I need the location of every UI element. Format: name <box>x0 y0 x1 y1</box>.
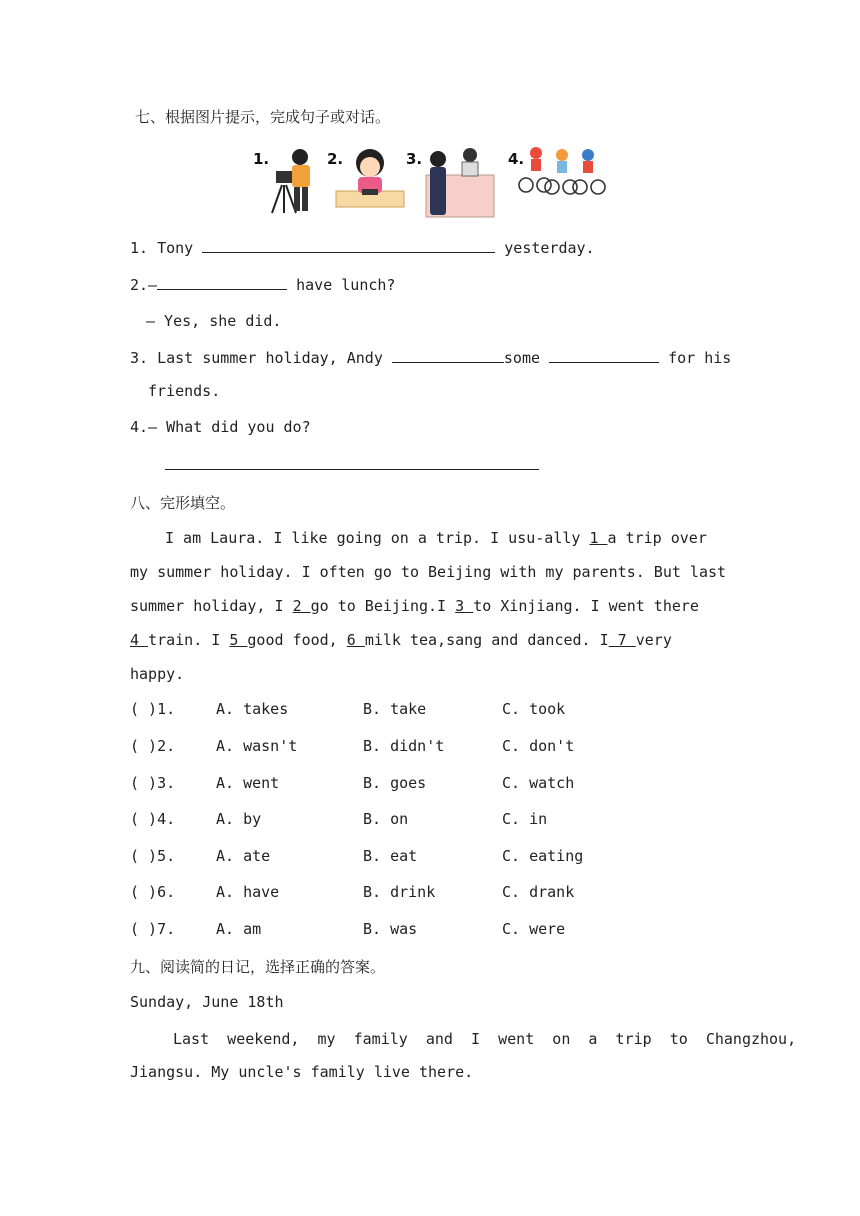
passage-line: my summer holiday. I often go to Beijing with my parents. But last <box>130 563 727 581</box>
cloze-blank[interactable]: 7 <box>608 631 636 649</box>
answer-line[interactable] <box>165 469 539 470</box>
picture-number: 2. <box>327 150 344 168</box>
option-c[interactable]: C. took <box>502 700 566 718</box>
cloze-blank[interactable]: 6 <box>346 631 365 649</box>
question-2-start: 2.— <box>130 276 158 294</box>
answer-paren[interactable]: ( )2. <box>130 737 176 755</box>
picture-number: 3. <box>406 150 423 168</box>
question-4: 4.— What did you do? <box>130 418 311 436</box>
passage-line: happy. <box>130 665 185 683</box>
answer-paren[interactable]: ( )4. <box>130 810 176 828</box>
diary-paragraph: Jiangsu. My uncle's family live there. <box>130 1063 474 1081</box>
option-c[interactable]: C. were <box>502 920 566 938</box>
option-a[interactable]: A. by <box>216 810 262 828</box>
cloze-blank[interactable]: 4 <box>130 631 149 649</box>
answer-paren[interactable]: ( )5. <box>130 847 176 865</box>
question-2-end: have lunch? <box>296 276 396 294</box>
cloze-blank[interactable]: 2 <box>292 597 311 615</box>
option-b[interactable]: B. didn't <box>363 737 445 755</box>
option-b[interactable]: B. goes <box>363 774 427 792</box>
question-3 <box>130 348 731 367</box>
option-a[interactable]: A. wasn't <box>216 737 298 755</box>
option-b[interactable]: B. eat <box>363 847 418 865</box>
option-c[interactable]: C. in <box>502 810 548 828</box>
question-3-end: for his <box>668 349 732 367</box>
diary-paragraph: Last weekend, my family and I went on a trip to Changzhou, <box>173 1030 797 1048</box>
option-c[interactable]: C. drank <box>502 883 575 901</box>
answer-blank[interactable] <box>549 348 659 363</box>
passage-line: 4 train. I 5 good food, 6 milk tea,sang and danced. I 7 very <box>130 631 672 649</box>
question-1-start: 1. Tony <box>130 239 194 257</box>
camera-person-icon <box>262 145 322 215</box>
option-a[interactable]: A. went <box>216 774 280 792</box>
answer-blank[interactable] <box>202 238 495 253</box>
cycling-kids-icon <box>518 145 608 197</box>
option-b[interactable]: B. was <box>363 920 418 938</box>
option-c[interactable]: C. don't <box>502 737 575 755</box>
question-1 <box>130 238 595 257</box>
option-b[interactable]: B. drink <box>363 883 436 901</box>
passage-line: summer holiday, I 2 go to Beijing.I 3 to Xinjiang. I went there <box>130 597 699 615</box>
option-b[interactable]: B. take <box>363 700 427 718</box>
picture-number: 4. <box>508 150 525 168</box>
question-1-end: yesterday. <box>504 239 595 257</box>
cloze-blank[interactable]: 3 <box>455 597 474 615</box>
answer-paren[interactable]: ( )3. <box>130 774 176 792</box>
people-counter-icon <box>420 145 496 219</box>
option-a[interactable]: A. have <box>216 883 280 901</box>
question-2-answer: — Yes, she did. <box>146 312 282 330</box>
answer-blank[interactable] <box>157 275 287 290</box>
answer-paren[interactable]: ( )7. <box>130 920 176 938</box>
diary-date: Sunday, June 18th <box>130 993 284 1011</box>
answer-paren[interactable]: ( )1. <box>130 700 176 718</box>
question-2 <box>130 275 395 294</box>
answer-blank[interactable] <box>392 348 504 363</box>
girl-cooking-icon <box>334 145 406 211</box>
question-3-mid: some <box>503 349 541 367</box>
cloze-blank[interactable]: 5 <box>229 631 248 649</box>
question-3-start: 3. Last summer holiday, Andy <box>130 349 383 367</box>
question-3-line2: friends. <box>148 382 221 400</box>
option-c[interactable]: C. eating <box>502 847 584 865</box>
picture-number: 1. <box>253 150 270 168</box>
option-b[interactable]: B. on <box>363 810 409 828</box>
passage-line: I am Laura. I like going on a trip. I usu-ally 1 a trip over <box>165 529 707 547</box>
section9-heading: 九、阅读简的日记，选择正确的答案。 <box>130 958 386 976</box>
cloze-blank[interactable]: 1 <box>589 529 608 547</box>
option-c[interactable]: C. watch <box>502 774 575 792</box>
answer-paren[interactable]: ( )6. <box>130 883 176 901</box>
section8-heading: 八、完形填空。 <box>130 494 236 512</box>
section7-heading: 七、根据图片提示，完成句子或对话。 <box>135 108 391 126</box>
option-a[interactable]: A. takes <box>216 700 289 718</box>
option-a[interactable]: A. am <box>216 920 262 938</box>
option-a[interactable]: A. ate <box>216 847 271 865</box>
